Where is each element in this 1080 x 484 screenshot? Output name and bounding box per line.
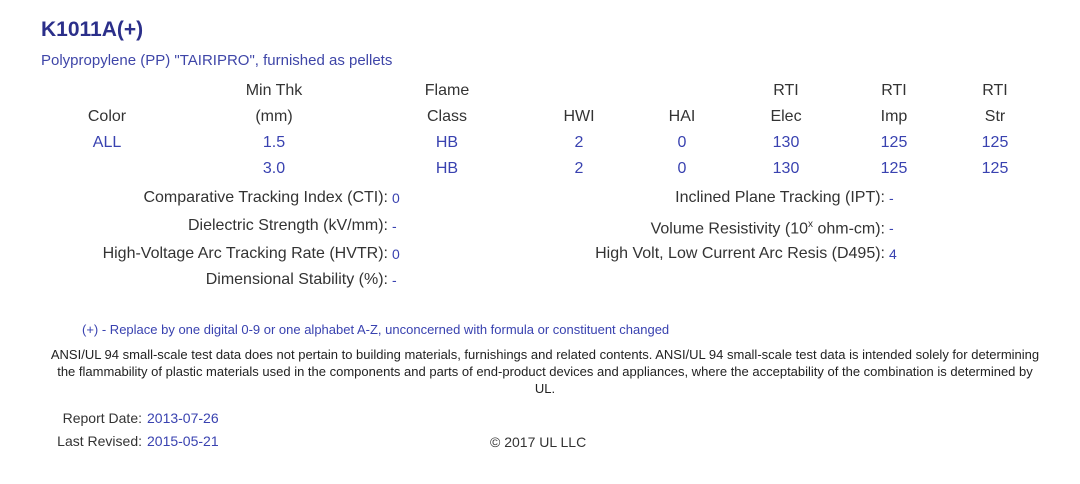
property-value-ipt: - (889, 190, 894, 206)
table-header-mm: (mm) (255, 108, 293, 125)
table-cell: 130 (772, 134, 800, 151)
property-value-dimensional-stability: - (392, 272, 397, 288)
table-cell: 0 (677, 134, 687, 151)
table-header-imp: Imp (880, 108, 908, 125)
table-cell: 125 (880, 160, 908, 177)
property-value-cti: 0 (392, 190, 400, 206)
report-date-value: 2013-07-26 (147, 410, 219, 426)
property-label-volume-resistivity: Volume Resistivity (10$^x$ ohm-cm): (650, 219, 885, 238)
table-header-rti-1: RTI (773, 82, 799, 99)
table-cell: 0 (677, 160, 687, 177)
table-cell: 2 (574, 160, 584, 177)
property-label-d495: High Volt, Low Current Arc Resis (D495): (595, 245, 885, 262)
property-value-volume-resistivity: - (889, 220, 894, 236)
property-label-dielectric-strength: Dielectric Strength (kV/mm): (187, 217, 388, 234)
table-cell: 125 (981, 160, 1009, 177)
table-cell: 2 (574, 134, 584, 151)
page-title: K1011A(+) (41, 18, 144, 41)
table-cell: 125 (981, 134, 1009, 151)
copyright-notice: © 2017 UL LLC (490, 434, 587, 450)
property-label-cti: Comparative Tracking Index (CTI): (143, 189, 388, 206)
property-label-hvtr: High-Voltage Arc Tracking Rate (HVTR): (102, 245, 388, 262)
property-label-ipt: Inclined Plane Tracking (IPT): (675, 189, 885, 206)
material-description: Polypropylene (PP) "TAIRIPRO", furnished as pellets (41, 52, 393, 69)
property-label-dimensional-stability: Dimensional Stability (%): (205, 271, 388, 288)
table-cell: 130 (772, 160, 800, 177)
table-cell: 1.5 (262, 134, 286, 151)
table-header-str: Str (984, 108, 1006, 125)
table-cell: 125 (880, 134, 908, 151)
table-cell: 3.0 (262, 160, 286, 177)
last-revised-label: Last Revised: (57, 433, 142, 449)
table-header-class: Class (426, 108, 467, 125)
table-header-hai: HAI (668, 108, 696, 125)
property-value-hvtr: 0 (392, 246, 400, 262)
table-header-elec: Elec (770, 108, 802, 125)
table-header-min-thk: Min Thk (245, 82, 303, 99)
table-header-color: Color (87, 108, 127, 125)
table-header-flame: Flame (424, 82, 470, 99)
table-header-hwi: HWI (563, 108, 595, 125)
last-revised-value: 2015-05-21 (147, 433, 219, 449)
table-cell: HB (435, 160, 459, 177)
replacement-note: (+) - Replace by one digital 0-9 or one alphabet A-Z, unconcerned with formula or constituent changed (82, 322, 670, 337)
disclaimer-text: ANSI/UL 94 small-scale test data does not pertain to building materials, furnishings and related contents. ANSI/UL 94 small-scale test data is intended solely for determining the flammability of plastic materials used in the components and parts of end-product devices and appliances, where the acceptability of the combination is determined by UL. (50, 347, 1040, 396)
property-value-d495: 4 (889, 246, 897, 262)
table-cell: ALL (92, 134, 122, 151)
table-header-rti-3: RTI (982, 82, 1008, 99)
report-date-label: Report Date: (62, 410, 142, 426)
property-value-dielectric-strength: - (392, 218, 397, 234)
table-cell: HB (435, 134, 459, 151)
table-header-rti-2: RTI (881, 82, 907, 99)
